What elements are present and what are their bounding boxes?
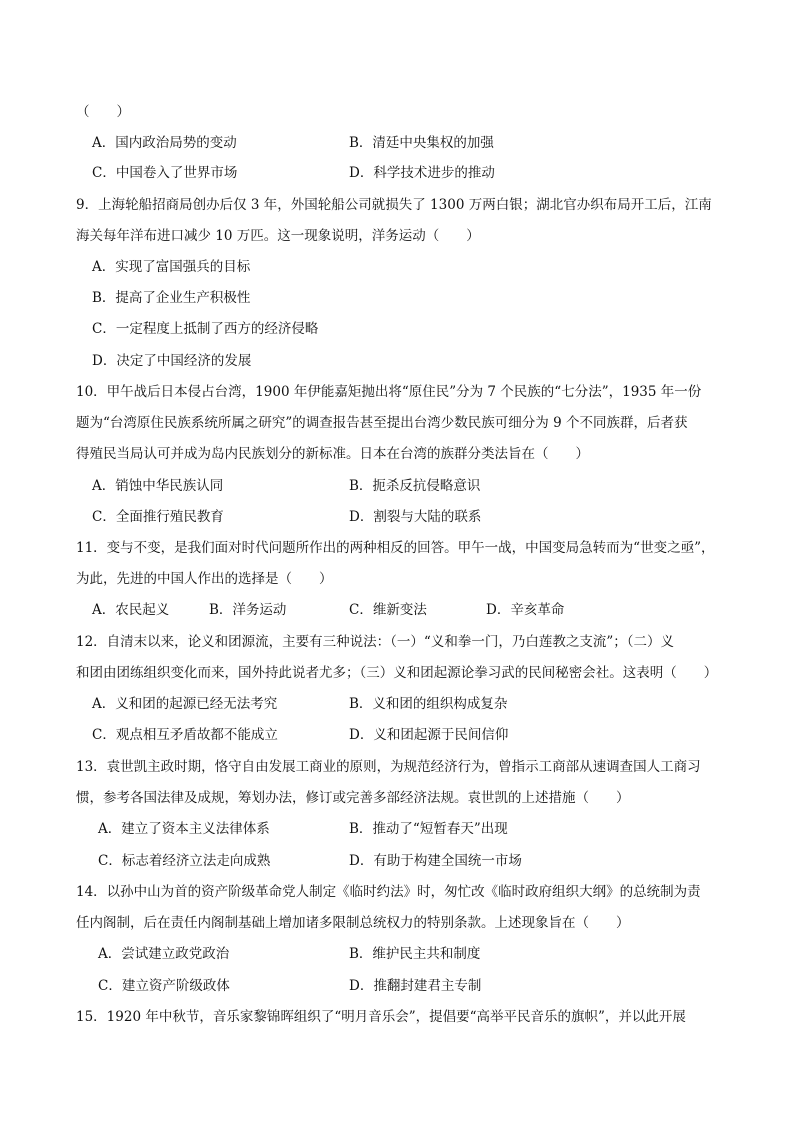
q8-option-a: A．国内政治局势的变动 bbox=[92, 135, 237, 151]
q10-option-a: A．销蚀中华民族认同 bbox=[92, 478, 224, 494]
q15-stem-line1: 15．1920 年中秋节，音乐家黎锦晖组织了“明月音乐会”，提倡要“高举平民音乐的旗帜”，并以此开展 bbox=[76, 1009, 686, 1025]
q14-option-b: B．维护民主共和制度 bbox=[349, 946, 481, 962]
q10-option-d: D．割裂与大陆的联系 bbox=[349, 509, 482, 525]
q14-option-d: D．推翻封建君主专制 bbox=[349, 978, 482, 994]
q11-option-b: B．洋务运动 bbox=[209, 602, 287, 618]
q14-option-a: A．尝试建立政党政治 bbox=[98, 946, 230, 962]
q9-stem-line2: 海关每年洋布进口减少 10 万匹。这一现象说明，洋务运动（ ） bbox=[76, 228, 480, 244]
q13-option-d: D．有助于构建全国统一市场 bbox=[349, 853, 522, 869]
q9-stem-line1: 9．上海轮船招商局创办后仅 3 年，外国轮船公司就损失了 1300 万两白银；湖北官办织布局开工后，江南 bbox=[76, 197, 712, 213]
q14-stem-line1: 14．以孙中山为首的资产阶级革命党人制定《临时约法》时，匆忙改《临时政府组织大纲》的总统制为责 bbox=[76, 884, 701, 900]
q12-option-a: A．义和团的起源已经无法考究 bbox=[92, 696, 278, 712]
q8-option-d: D．科学技术进步的推动 bbox=[349, 165, 495, 181]
q14-option-c: C．建立资产阶级政体 bbox=[98, 978, 230, 994]
q14-stem-line2: 任内阁制，后在责任内阁制基础上增加诸多限制总统权力的特别条款。上述现象旨在（ ） bbox=[76, 915, 630, 931]
q9-option-b: B．提高了企业生产积极性 bbox=[92, 290, 251, 306]
q9-option-c: C．一定程度上抵制了西方的经济侵略 bbox=[92, 321, 319, 337]
q11-stem-line2: 为此，先进的中国人作出的选择是（ ） bbox=[76, 571, 333, 587]
q12-option-d: D．义和团起源于民间信仰 bbox=[349, 727, 509, 743]
q12-option-c: C．观点相互矛盾故都不能成立 bbox=[92, 727, 278, 743]
q11-option-d: D．辛亥革命 bbox=[486, 602, 565, 618]
q12-stem-line2: 和团由团练组织变化而来，国外持此说者尤多；（三）义和团起源论拳习武的民间秘密会社。这表明（ ） bbox=[76, 665, 718, 681]
q13-stem-line1: 13．袁世凯主政时期，恪守自由发展工商业的原则，为规范经济行为，曾指示工商部从速调查国人工商习 bbox=[76, 759, 701, 775]
q11-stem-line1: 11．变与不变，是我们面对时代问题所作出的两种相反的回答。甲午一战，中国变局急转而为“世变之亟”， bbox=[76, 540, 715, 556]
q9-option-d: D．决定了中国经济的发展 bbox=[92, 353, 252, 369]
q8-answer-bracket: （ ） bbox=[76, 104, 130, 120]
q8-option-c: C．中国卷入了世界市场 bbox=[92, 165, 238, 181]
q11-option-a: A．农民起义 bbox=[92, 602, 170, 618]
q12-option-b: B．义和团的组织构成复杂 bbox=[349, 696, 508, 712]
q13-stem-line2: 惯，参考各国法律及成规，筹划办法，修订或完善多部经济法规。袁世凯的上述措施（ ） bbox=[76, 790, 630, 806]
q10-stem-line1: 10．甲午战后日本侵占台湾，1900 年伊能嘉矩抛出将“原住民”分为 7 个民族的“七分法”，1935 年一份 bbox=[76, 384, 702, 400]
q8-option-b: B．清廷中央集权的加强 bbox=[349, 135, 494, 151]
q13-option-a: A．建立了资本主义法律体系 bbox=[98, 821, 270, 837]
q9-option-a: A．实现了富国强兵的目标 bbox=[92, 259, 251, 275]
q11-option-c: C．维新变法 bbox=[349, 602, 427, 618]
q13-option-b: B．推动了“短暂春天”出现 bbox=[349, 821, 508, 837]
q12-stem-line1: 12．自清末以来，论义和团源流，主要有三种说法：（一）“义和拳一门，乃白莲教之支流”；（二）义 bbox=[76, 634, 674, 650]
q10-stem-line3: 得殖民当局认可并成为岛内民族划分的新标准。日本在台湾的族群分类法旨在（ ） bbox=[76, 446, 589, 462]
q10-option-c: C．全面推行殖民教育 bbox=[92, 509, 224, 525]
q10-stem-line2: 题为“台湾原住民族系统所属之研究”的调查报告甚至提出台湾少数民族可细分为 9 个不同族群，后者获 bbox=[76, 415, 688, 431]
q13-option-c: C．标志着经济立法走向成熟 bbox=[98, 853, 271, 869]
q10-option-b: B．扼杀反抗侵略意识 bbox=[349, 478, 481, 494]
